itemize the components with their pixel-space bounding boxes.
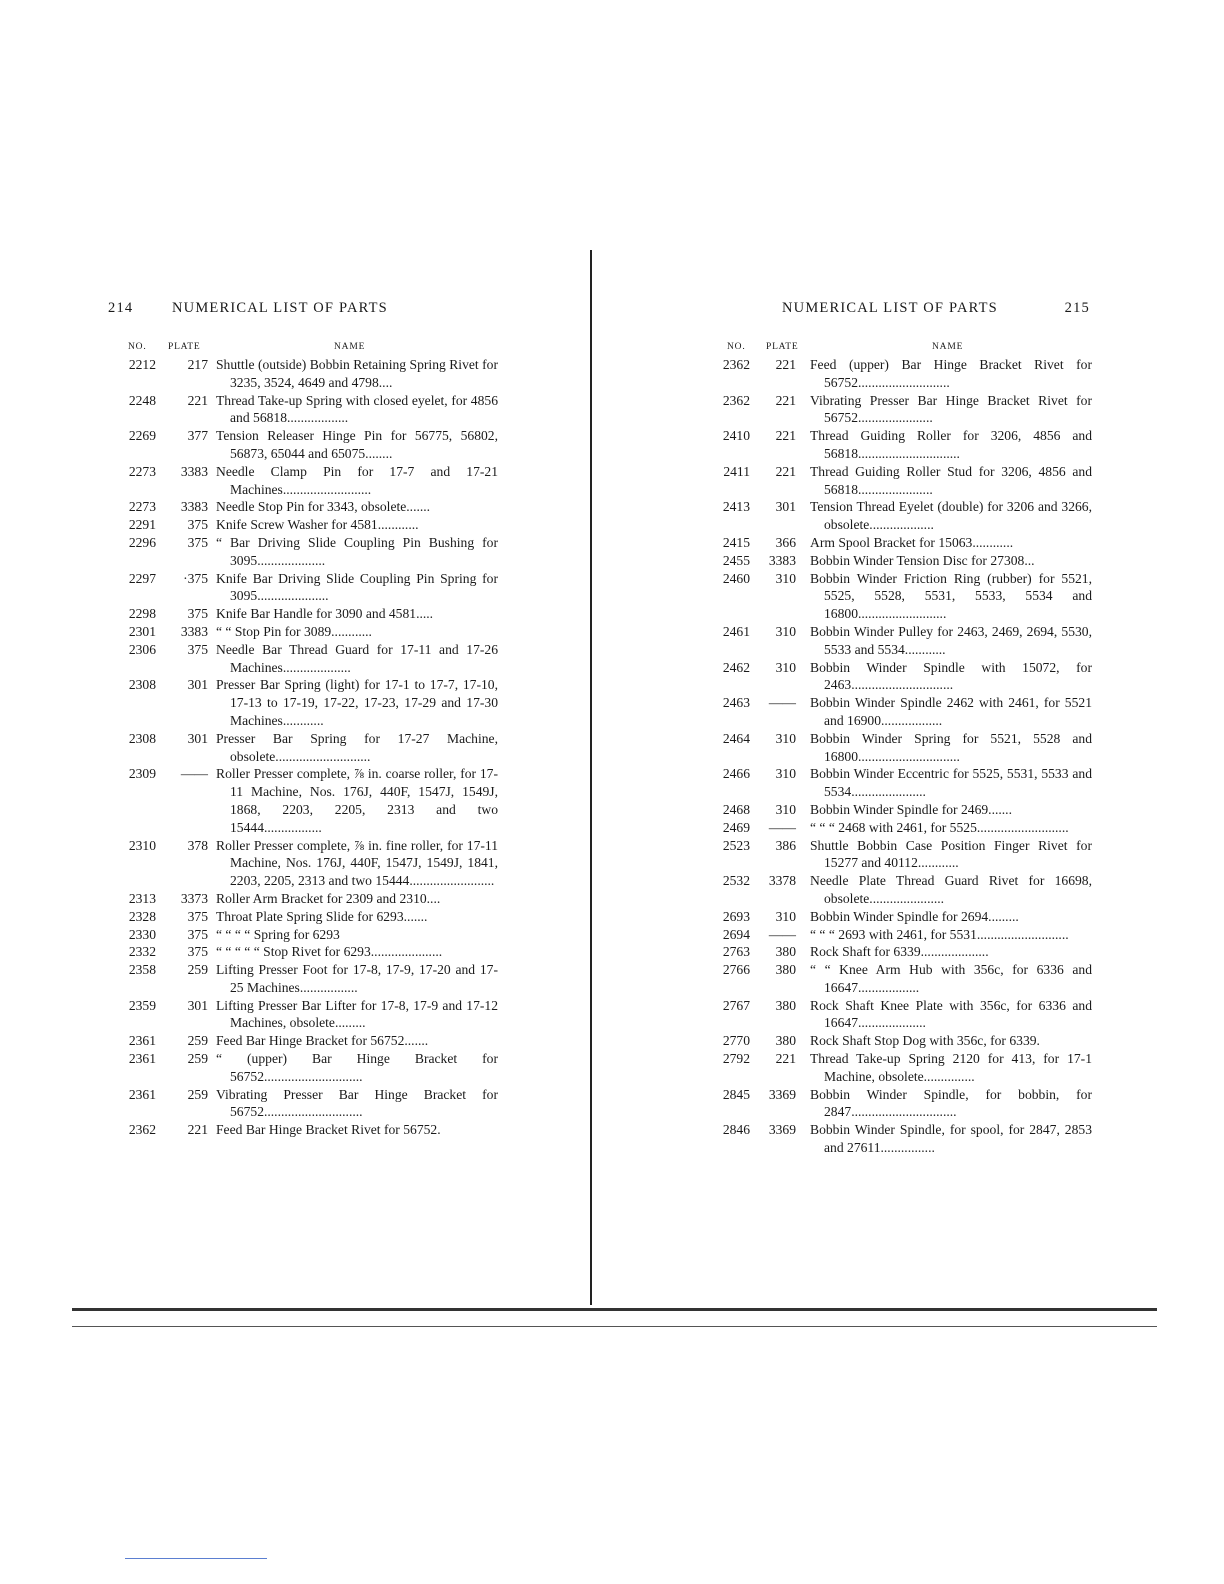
plate-number: 375: [187, 606, 208, 622]
plate-number: 3378: [768, 873, 796, 889]
plate-number: 310: [775, 659, 796, 675]
column-headers: [108, 342, 498, 356]
plate-number: 221: [775, 392, 796, 408]
part-name: Knife Bar Handle for 3090 and 4581.....: [216, 606, 434, 622]
column-header-plate: PLATE: [168, 342, 201, 352]
part-number: 2308: [128, 677, 156, 693]
part-name: Throat Plate Spring Slide for 6293.......: [216, 908, 428, 924]
table-row: [108, 463, 498, 499]
table-row: [108, 908, 498, 926]
part-number: 2297: [128, 570, 156, 586]
table-row: [108, 605, 498, 623]
part-name: “ “ Stop Pin for 3089............: [216, 623, 372, 639]
part-name: Bobbin Winder Spindle, for bobbin, for 2847...............................: [810, 1086, 1092, 1120]
part-name: “ “ Knee Arm Hub with 356c, for 6336 and 16647..................: [810, 962, 1092, 995]
plate-number: 378: [187, 837, 208, 853]
part-number: 2361: [128, 1033, 156, 1049]
table-row: [108, 765, 498, 836]
plate-number: 221: [187, 1122, 208, 1138]
table-row: [700, 392, 1092, 428]
column-header-name: NAME: [932, 342, 964, 352]
bottom-rule-thin: [72, 1326, 1157, 1327]
part-name: Rock Shaft Stop Dog with 356c, for 6339.: [810, 1033, 1040, 1049]
part-number: 2362: [722, 392, 750, 408]
part-name: Shuttle (outside) Bobbin Retaining Spring Rivet for 3235, 3524, 4649 and 4798....: [216, 357, 498, 390]
part-name: Rock Shaft Knee Plate with 356c, for 6336 and 16647....................: [810, 997, 1092, 1031]
plate-number: 380: [775, 997, 796, 1013]
part-number: 2411: [723, 463, 750, 479]
hyperlink-underline[interactable]: [125, 1558, 267, 1559]
table-row: [108, 1121, 498, 1139]
plate-number: 301: [187, 997, 208, 1013]
part-number: 2310: [128, 837, 156, 853]
part-number: 2358: [128, 962, 156, 978]
part-number: 2770: [722, 1033, 750, 1049]
parts-list: [700, 356, 1092, 1157]
part-name: Needle Clamp Pin for 17-7 and 17-21 Machines..........................: [216, 463, 498, 497]
part-name: Feed Bar Hinge Bracket Rivet for 56752.: [216, 1122, 441, 1138]
plate-number: 310: [775, 908, 796, 924]
part-number: 2463: [722, 695, 750, 711]
column-header-no: NO.: [727, 342, 746, 352]
part-number: 2523: [722, 837, 750, 853]
part-number: 2763: [722, 944, 750, 960]
table-row: [108, 570, 498, 606]
part-number: 2306: [128, 641, 156, 657]
part-number: 2468: [722, 801, 750, 817]
table-row: [700, 1032, 1092, 1050]
table-row: [700, 659, 1092, 695]
part-name: Thread Take-up Spring 2120 for 413, for 17-1 Machine, obsolete...............: [810, 1051, 1092, 1084]
table-row: [108, 1050, 498, 1086]
table-row: [700, 1050, 1092, 1086]
page-number: 214: [108, 300, 134, 316]
table-row: [700, 623, 1092, 659]
table-row: [108, 943, 498, 961]
plate-number: 221: [775, 1051, 796, 1067]
table-row: [700, 427, 1092, 463]
part-name: Roller Presser complete, ⅞ in. fine roller, for 17-11 Machine, Nos. 176J, 440F, 1547J, 1549J, 1841, 2203, 2205, 2313 and two 15444.........................: [216, 837, 498, 889]
page-gutter-divider: [590, 250, 592, 1305]
plate-number: 375: [187, 926, 208, 942]
part-number: 2462: [722, 659, 750, 675]
table-row: [108, 730, 498, 766]
plate-number: 310: [775, 730, 796, 746]
part-number: 2767: [722, 997, 750, 1013]
plate-number: 301: [187, 730, 208, 746]
part-number: 2464: [722, 730, 750, 746]
table-row: [700, 534, 1092, 552]
column-header-plate: PLATE: [766, 342, 799, 352]
table-row: [700, 1121, 1092, 1157]
plate-number: 375: [187, 908, 208, 924]
table-row: [700, 552, 1092, 570]
plate-number: 3383: [180, 623, 208, 639]
part-number: 2273: [128, 463, 156, 479]
table-row: [700, 837, 1092, 873]
table-row: [108, 1086, 498, 1122]
plate-number: 375: [187, 641, 208, 657]
plate-number: 301: [187, 677, 208, 693]
part-name: Thread Guiding Roller for 3206, 4856 and 56818..............................: [810, 428, 1092, 461]
table-row: [700, 498, 1092, 534]
plate-number: 366: [775, 534, 796, 550]
part-number: 2308: [128, 730, 156, 746]
part-name: Needle Stop Pin for 3343, obsolete.......: [216, 499, 431, 515]
part-number: 2362: [722, 357, 750, 372]
part-name: Thread Take-up Spring with closed eyelet, for 4856 and 56818..................: [216, 392, 498, 426]
table-row: [108, 837, 498, 890]
page-title: NUMERICAL LIST OF PARTS: [172, 300, 388, 316]
plate-number: 3383: [180, 463, 208, 479]
plate-number: 3369: [768, 1086, 796, 1102]
table-row: [700, 463, 1092, 499]
plate-number: 3383: [768, 552, 796, 568]
part-name: Thread Guiding Roller Stud for 3206, 4856 and 56818......................: [810, 463, 1092, 497]
part-number: 2332: [128, 944, 156, 960]
part-number: 2330: [128, 926, 156, 942]
table-row: [700, 570, 1092, 623]
table-row: [700, 801, 1092, 819]
table-row: [108, 534, 498, 570]
table-row: [108, 676, 498, 729]
plate-number: ——: [768, 926, 796, 942]
column-header-name: NAME: [334, 342, 366, 352]
part-number: 2313: [128, 890, 156, 906]
part-name: Bobbin Winder Pulley for 2463, 2469, 2694, 5530, 5533 and 5534............: [810, 623, 1092, 657]
plate-number: 375: [187, 944, 208, 960]
part-number: 2361: [128, 1086, 156, 1102]
part-name: “ “ “ “ Spring for 6293: [216, 926, 340, 942]
plate-number: 221: [187, 392, 208, 408]
plate-number: 375: [187, 534, 208, 550]
part-name: Knife Bar Driving Slide Coupling Pin Spring for 3095.....................: [216, 570, 498, 604]
column-headers: [700, 342, 1092, 356]
part-number: 2291: [128, 517, 156, 533]
part-number: 2469: [722, 819, 750, 835]
part-number: 2846: [722, 1122, 750, 1138]
plate-number: ——: [768, 819, 796, 835]
part-number: 2460: [722, 570, 750, 586]
part-name: Vibrating Presser Bar Hinge Bracket Rivet for 56752......................: [810, 392, 1092, 426]
part-name: Bobbin Winder Friction Ring (rubber) for 5521, 5525, 5528, 5531, 5533, 5534 and 16800..........................: [810, 570, 1092, 622]
part-name: Bobbin Winder Spindle 2462 with 2461, for 5521 and 16900..................: [810, 695, 1092, 728]
page-header: [108, 300, 498, 320]
table-row: [700, 926, 1092, 944]
plate-number: 310: [775, 623, 796, 639]
table-row: [700, 694, 1092, 730]
part-name: Needle Bar Thread Guard for 17-11 and 17-26 Machines....................: [216, 641, 498, 675]
part-name: Bobbin Winder Tension Disc for 27308...: [810, 552, 1035, 568]
plate-number: 386: [775, 837, 796, 853]
part-name: Presser Bar Spring (light) for 17-1 to 17-7, 17-10, 17-13 to 17-19, 17-22, 17-23, 17-29 and 17-30 Machines............: [216, 677, 498, 728]
part-number: 2362: [128, 1122, 156, 1138]
plate-number: 217: [187, 357, 208, 372]
table-row: [108, 356, 498, 392]
table-row: [700, 943, 1092, 961]
part-name: Arm Spool Bracket for 15063............: [810, 534, 1014, 550]
page-number: 215: [1064, 300, 1090, 316]
plate-number: 310: [775, 570, 796, 586]
part-name: “ (upper) Bar Hinge Bracket for 56752.............................: [216, 1051, 498, 1084]
parts-list: [108, 356, 498, 1139]
plate-number: 221: [775, 428, 796, 444]
part-number: 2361: [128, 1051, 156, 1067]
plate-number: 3383: [180, 499, 208, 515]
table-row: [108, 997, 498, 1033]
plate-number: 259: [187, 962, 208, 978]
part-name: Tension Thread Eyelet (double) for 3206 and 3266, obsolete...................: [810, 499, 1092, 533]
part-name: Presser Bar Spring for 17-27 Machine, obsolete............................: [216, 730, 498, 764]
part-name: Rock Shaft for 6339....................: [810, 944, 989, 960]
table-row: [108, 890, 498, 908]
part-number: 2296: [128, 534, 156, 550]
part-name: Knife Screw Washer for 4581............: [216, 517, 419, 533]
part-name: Roller Arm Bracket for 2309 and 2310....: [216, 890, 441, 906]
table-row: [108, 427, 498, 463]
part-name: “ “ “ “ “ Stop Rivet for 6293.....................: [216, 944, 443, 960]
plate-number: 380: [775, 1033, 796, 1049]
part-name: “ “ “ 2693 with 2461, for 5531...........................: [810, 926, 1069, 942]
plate-number: ——: [180, 766, 208, 782]
table-row: [700, 872, 1092, 908]
part-name: Bobbin Winder Spring for 5521, 5528 and 16800..............................: [810, 730, 1092, 764]
table-row: [108, 926, 498, 944]
column-header-no: NO.: [128, 342, 147, 352]
part-name: Bobbin Winder Spindle for 2694.........: [810, 908, 1019, 924]
part-number: 2328: [128, 908, 156, 924]
part-number: 2466: [722, 766, 750, 782]
table-row: [700, 1086, 1092, 1122]
table-row: [108, 641, 498, 677]
plate-number: 221: [775, 357, 796, 372]
part-number: 2269: [128, 428, 156, 444]
table-row: [108, 1032, 498, 1050]
part-name: Tension Releaser Hinge Pin for 56775, 56802, 56873, 65044 and 65075........: [216, 428, 498, 461]
part-number: 2298: [128, 606, 156, 622]
table-row: [700, 908, 1092, 926]
part-name: “ Bar Driving Slide Coupling Pin Bushing for 3095....................: [216, 534, 498, 568]
part-number: 2410: [722, 428, 750, 444]
bottom-rule: [72, 1308, 1157, 1311]
table-row: [700, 997, 1092, 1033]
part-number: 2359: [128, 997, 156, 1013]
part-name: Lifting Presser Bar Lifter for 17-8, 17-9 and 17-12 Machines, obsolete.........: [216, 997, 498, 1031]
part-number: 2461: [722, 623, 750, 639]
table-row: [108, 392, 498, 428]
plate-number: 301: [775, 499, 796, 515]
part-number: 2248: [128, 392, 156, 408]
part-number: 2766: [722, 962, 750, 978]
part-name: Bobbin Winder Eccentric for 5525, 5531, 5533 and 5534......................: [810, 766, 1092, 800]
part-number: 2273: [128, 499, 156, 515]
part-name: Bobbin Winder Spindle with 15072, for 2463..............................: [810, 659, 1092, 693]
table-row: [108, 961, 498, 997]
part-name: Lifting Presser Foot for 17-8, 17-9, 17-20 and 17-25 Machines.................: [216, 962, 498, 995]
part-number: 2532: [722, 873, 750, 889]
part-name: Shuttle Bobbin Case Position Finger Rivet for 15277 and 40112............: [810, 837, 1092, 871]
plate-number: 380: [775, 962, 796, 978]
part-name: “ “ “ 2468 with 2461, for 5525...........................: [810, 819, 1069, 835]
plate-number: 377: [187, 428, 208, 444]
part-number: 2309: [128, 766, 156, 782]
table-row: [108, 623, 498, 641]
table-row: [700, 765, 1092, 801]
plate-number: ·375: [183, 570, 208, 586]
plate-number: 221: [775, 463, 796, 479]
part-name: Bobbin Winder Spindle for 2469.......: [810, 801, 1012, 817]
part-number: 2415: [722, 534, 750, 550]
plate-number: 259: [187, 1033, 208, 1049]
plate-number: 310: [775, 801, 796, 817]
part-number: 2693: [722, 908, 750, 924]
part-number: 2301: [128, 623, 156, 639]
plate-number: 310: [775, 766, 796, 782]
part-name: Needle Plate Thread Guard Rivet for 16698, obsolete......................: [810, 873, 1092, 906]
part-name: Bobbin Winder Spindle, for spool, for 2847, 2853 and 27611................: [810, 1122, 1092, 1156]
plate-number: 380: [775, 944, 796, 960]
table-row: [108, 516, 498, 534]
plate-number: 375: [187, 517, 208, 533]
page-title: NUMERICAL LIST OF PARTS: [782, 300, 998, 316]
table-row: [700, 730, 1092, 766]
plate-number: 259: [187, 1051, 208, 1067]
part-name: Feed (upper) Bar Hinge Bracket Rivet for 56752...........................: [810, 357, 1092, 390]
table-row: [700, 961, 1092, 997]
table-row: [700, 819, 1092, 837]
plate-number: 259: [187, 1086, 208, 1102]
part-name: Feed Bar Hinge Bracket for 56752.......: [216, 1033, 429, 1049]
plate-number: ——: [768, 695, 796, 711]
part-name: Roller Presser complete, ⅞ in. coarse roller, for 17-11 Machine, Nos. 176J, 440F, 1547J, 1549J, 1868, 2203, 2205, 2313 and two 15444.................: [216, 766, 498, 835]
part-number: 2792: [722, 1051, 750, 1067]
part-number: 2212: [128, 357, 156, 372]
plate-number: 3373: [180, 890, 208, 906]
part-number: 2845: [722, 1086, 750, 1102]
part-number: 2455: [722, 552, 750, 568]
part-name: Vibrating Presser Bar Hinge Bracket for 56752.............................: [216, 1086, 498, 1120]
page-header: [700, 300, 1092, 320]
part-number: 2694: [722, 926, 750, 942]
part-number: 2413: [722, 499, 750, 515]
table-row: [108, 498, 498, 516]
table-row: [700, 356, 1092, 392]
plate-number: 3369: [768, 1122, 796, 1138]
